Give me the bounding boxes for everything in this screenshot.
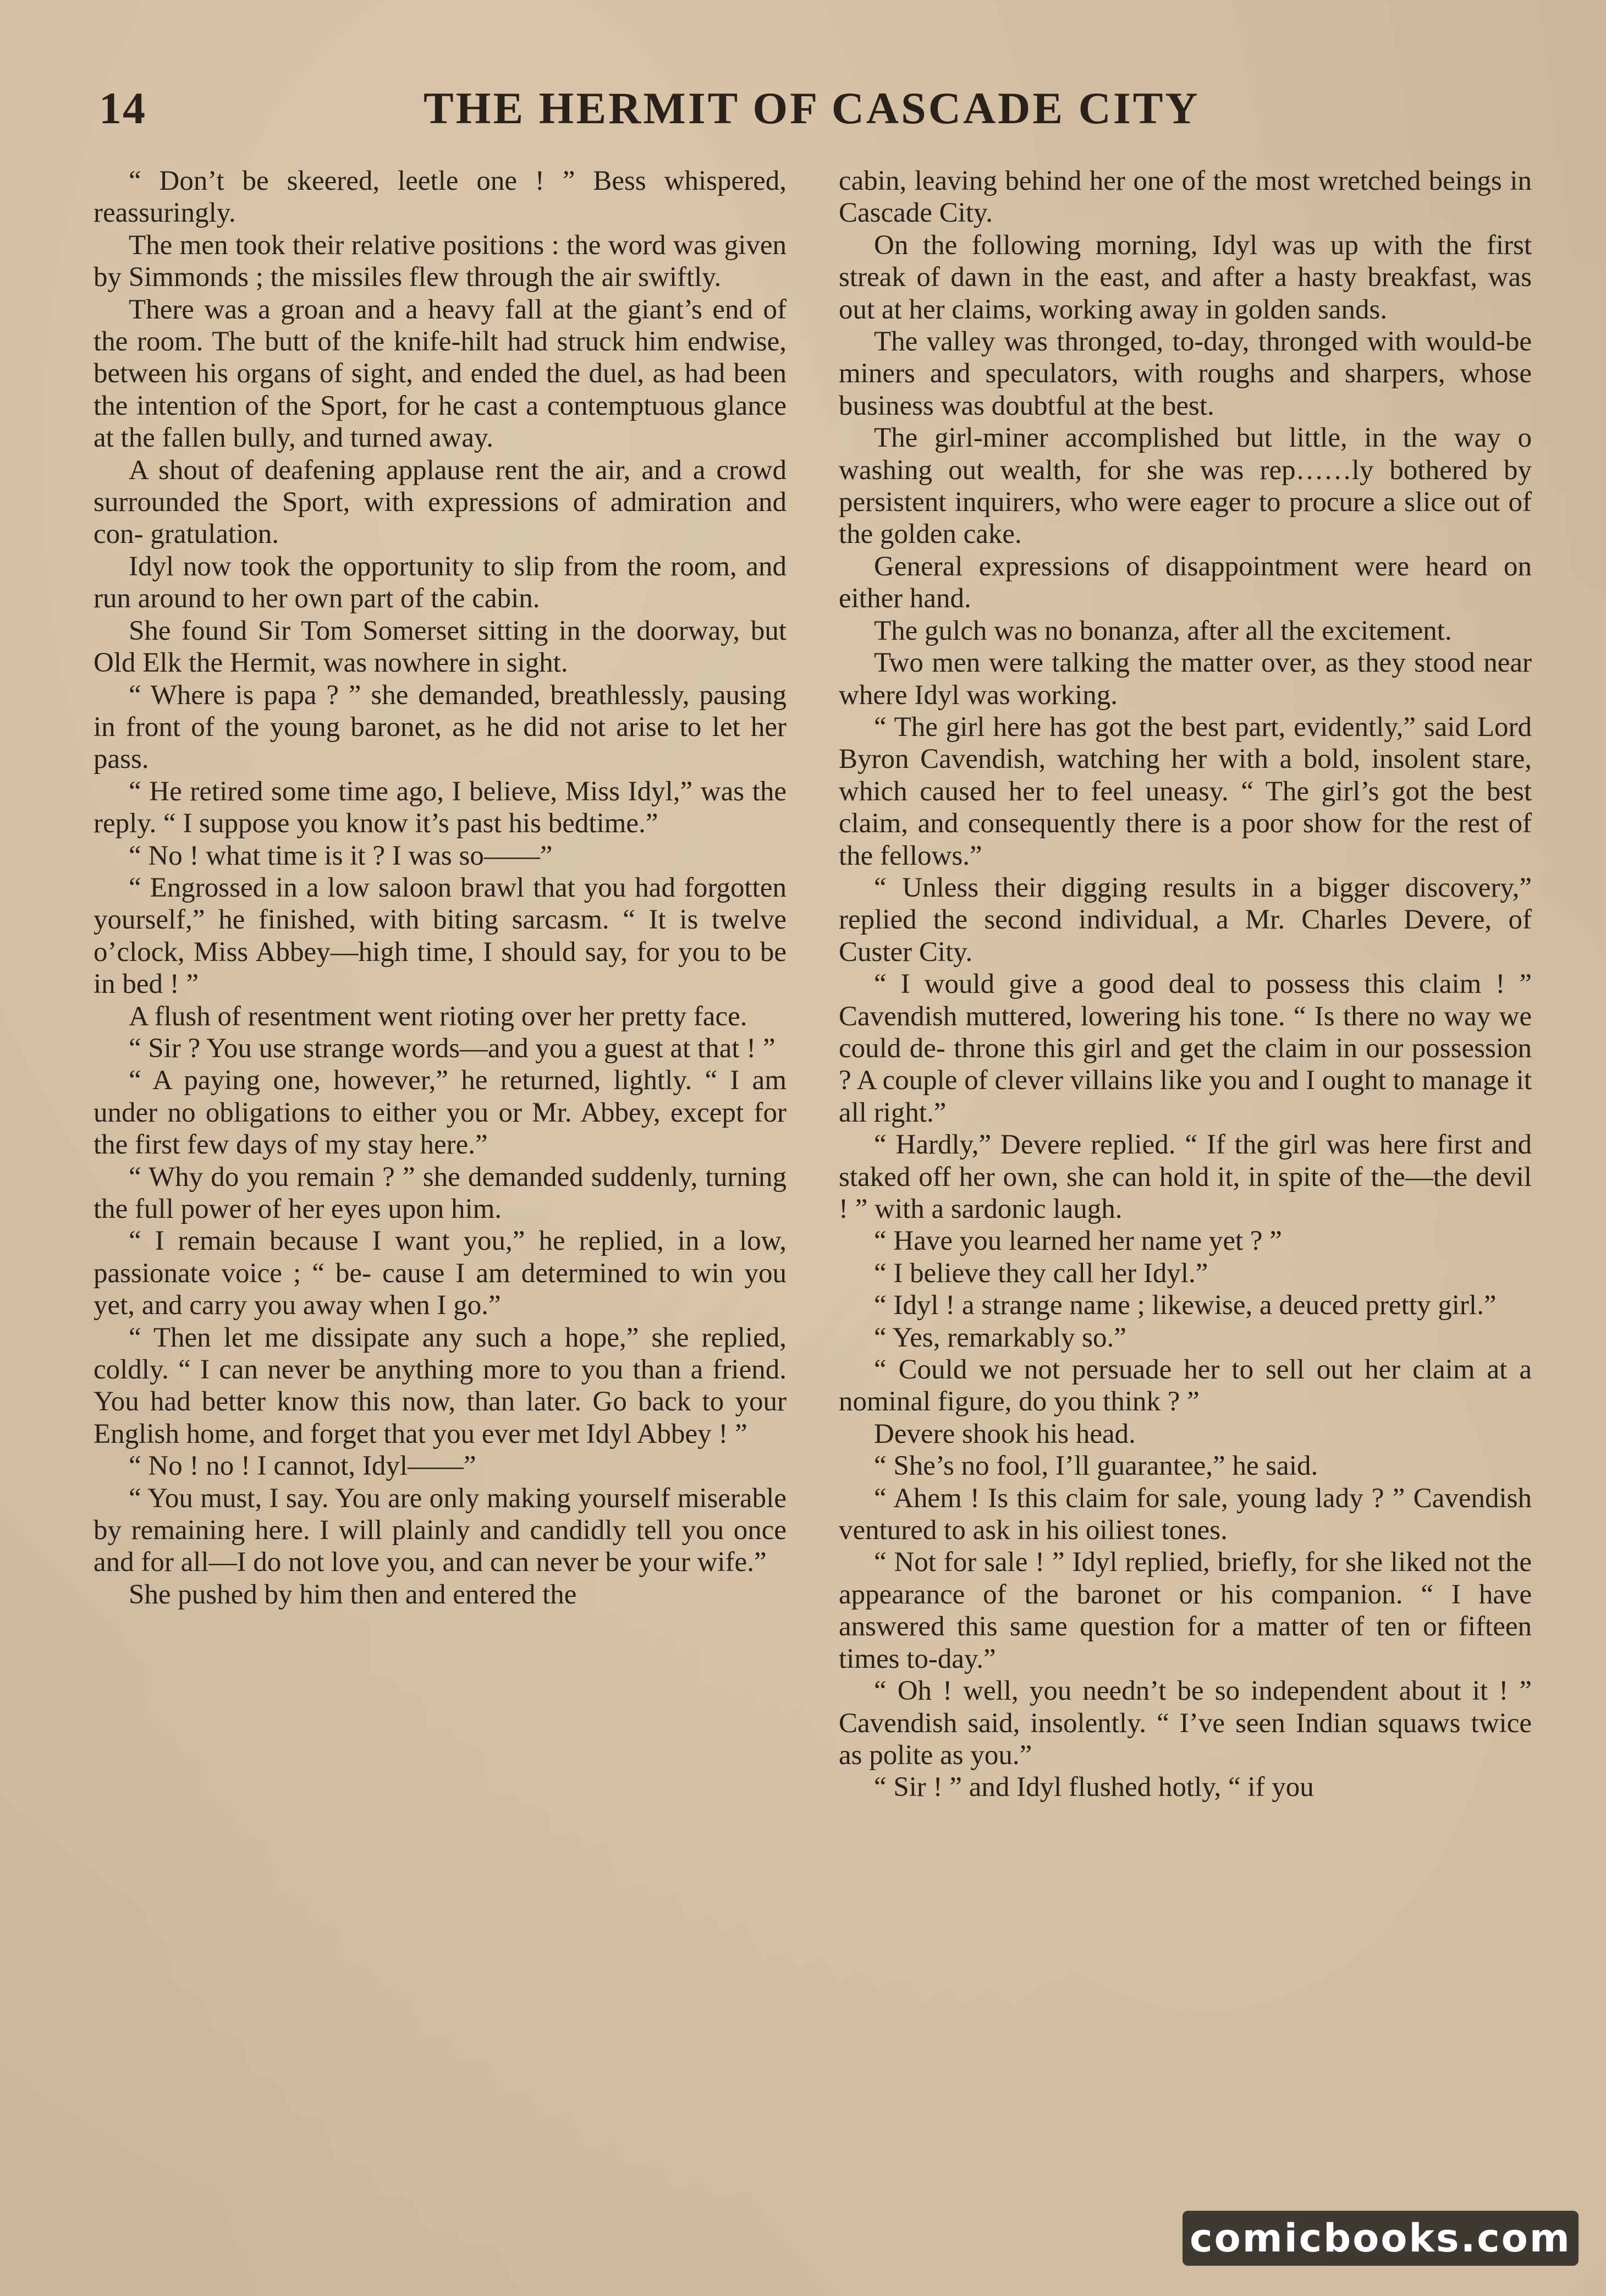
paragraph: The men took their relative positions : the word was given by Simmonds ; the missiles flew through the air swiftly. (94, 229, 787, 293)
left-column (94, 165, 787, 1611)
paragraph: “ Oh ! well, you needn’t be so independent about it ! ” Cavendish said, insolently. “ I’ve seen Indian squaws twice as polite as you.” (839, 1676, 1532, 1771)
paragraph: “ Engrossed in a low saloon brawl that you had forgotten yourself,” he finished, with biting sarcasm. “ It is twelve o’clock, Miss Abbey—high time, I should say, for you to be in bed ! ” (94, 872, 787, 1000)
running-title: THE HERMIT OF CASCADE CITY (424, 83, 1200, 133)
paragraph: The girl-miner accomplished but little, in the way o washing out wealth, for she was rep……ly bothered by persistent inquirers, who were eager to procure a slice out of the golden cake. (839, 422, 1532, 550)
paragraph: There was a groan and a heavy fall at the giant’s end of the room. The butt of the knife-hilt had struck him endwise, between his organs of sight, and ended the duel, as had been the intention of the Sport, for he cast a contemptuous glance at the fallen bully, and turned away. (94, 294, 787, 454)
paragraph: “ Then let me dissipate any such a hope,” she replied, coldly. “ I can never be anything more to you than a friend. You had better know this now, than later. Go back to your English home, and forget that you ever met Idyl Abbey ! ” (94, 1322, 787, 1449)
paragraph: “ Sir ? You use strange words—and you a guest at that ! ” (129, 1032, 776, 1064)
paragraph: General expressions of disappointment were heard on either hand. (839, 551, 1532, 614)
paragraph: “ Why do you remain ? ” she demanded suddenly, turning the full power of her eyes upon him. (94, 1161, 787, 1224)
paragraph: Devere shook his head. (874, 1418, 1136, 1449)
right-column (839, 165, 1532, 1804)
paragraph: “ Where is papa ? ” she demanded, breathlessly, pausing in front of the young baronet, as he did not arise to let her pass. (94, 679, 787, 775)
paragraph: The gulch was no bonanza, after all the excitement. (874, 615, 1452, 646)
paragraph: “ The girl here has got the best part, evidently,” said Lord Byron Cavendish, watching her with a bold, insolent stare, which caused her to feel uneasy. “ The girl’s got the best claim, and consequently there is a poor show for the rest of the fellows.” (839, 711, 1532, 871)
page-number: 14 (99, 83, 146, 133)
paragraph: cabin, leaving behind her one of the most wretched beings in Cascade City. (839, 166, 1532, 229)
paragraph: Idyl now took the opportunity to slip from the room, and run around to her own part of the cabin. (94, 551, 787, 614)
paragraph: The valley was thronged, to-day, thronged with would-be miners and speculators, with roughs and sharpers, whose business was doubtful at the best. (839, 326, 1532, 421)
paragraph: “ Not for sale ! ” Idyl replied, briefly, for she liked not the appearance of the baronet or his companion. “ I have answered this same question for a matter of ten or fifteen times to-day.” (839, 1547, 1532, 1674)
page-header (99, 83, 1540, 143)
paragraph: “ Idyl ! a strange name ; likewise, a deuced pretty girl.” (874, 1290, 1497, 1321)
paragraph: “ Hardly,” Devere replied. “ If the girl was here first and staked off her own, she can hold it, in spite of the—the devil ! ” with a sardonic laugh. (839, 1129, 1532, 1224)
paragraph: “ Could we not persuade her to sell out her claim at a nominal figure, do you think ? ” (839, 1354, 1532, 1418)
paragraph: “ She’s no fool, I’ll guarantee,” he said. (874, 1451, 1318, 1482)
paragraph: A shout of deafening applause rent the air, and a crowd surrounded the Sport, with expressions of admiration and con- gratulation. (94, 454, 787, 550)
paragraph: “ I believe they call her Idyl.” (874, 1257, 1208, 1289)
paragraph: “ A paying one, however,” he returned, lightly. “ I am under no obligations to either you or Mr. Abbey, except for the first few days of my stay here.” (94, 1065, 787, 1161)
paragraph: “ Sir ! ” and Idyl flushed hotly, “ if you (874, 1772, 1314, 1803)
paragraph: “ Ahem ! Is this claim for sale, young lady ? ” Cavendish ventured to ask in his oiliest tones. (839, 1482, 1532, 1546)
paragraph: “ He retired some time ago, I believe, Miss Idyl,” was the reply. “ I suppose you know it’s past his bedtime.” (94, 776, 787, 839)
paragraph: Two men were talking the matter over, as they stood near where Idyl was working. (839, 647, 1532, 711)
paragraph: “ Unless their digging results in a bigger discovery,” replied the second individual, a Mr. Charles Devere, of Custer City. (839, 872, 1532, 968)
paragraph: “ You must, I say. You are only making yourself miserable by remaining here. I will plainly and candidly tell you once and for all—I do not love you, and can never be your wife.” (94, 1482, 787, 1578)
paragraph: “ Have you learned her name yet ? ” (874, 1226, 1282, 1257)
paragraph: “ No ! no ! I cannot, Idyl——” (129, 1451, 476, 1482)
paragraph: She found Sir Tom Somerset sitting in the doorway, but Old Elk the Hermit, was nowhere in sight. (94, 615, 787, 679)
watermark-logo: comicbooks.com (1182, 2211, 1579, 2266)
paragraph: “ I would give a good deal to possess this claim ! ” Cavendish muttered, lowering his tone. “ Is there no way we could de- throne this girl and get the claim in our possession ? A couple of clever villains like you and I ought to manage it all right.” (839, 969, 1532, 1128)
paragraph: “ Yes, remarkably so.” (874, 1322, 1126, 1353)
paragraph: “ I remain because I want you,” he replied, in a low, passionate voice ; “ be- cause I am determined to win you yet, and carry you away when I go.” (94, 1226, 787, 1321)
paragraph: She pushed by him then and entered the (129, 1579, 577, 1610)
paragraph: “ No ! what time is it ? I was so——” (129, 840, 553, 871)
paragraph: “ Don’t be skeered, leetle one ! ” Bess whispered, reassuringly. (94, 166, 787, 229)
paragraph: On the following morning, Idyl was up with the first streak of dawn in the east, and after a hasty breakfast, was out at her claims, working away in golden sands. (839, 229, 1532, 325)
paragraph: A flush of resentment went rioting over her pretty face. (129, 1001, 747, 1032)
